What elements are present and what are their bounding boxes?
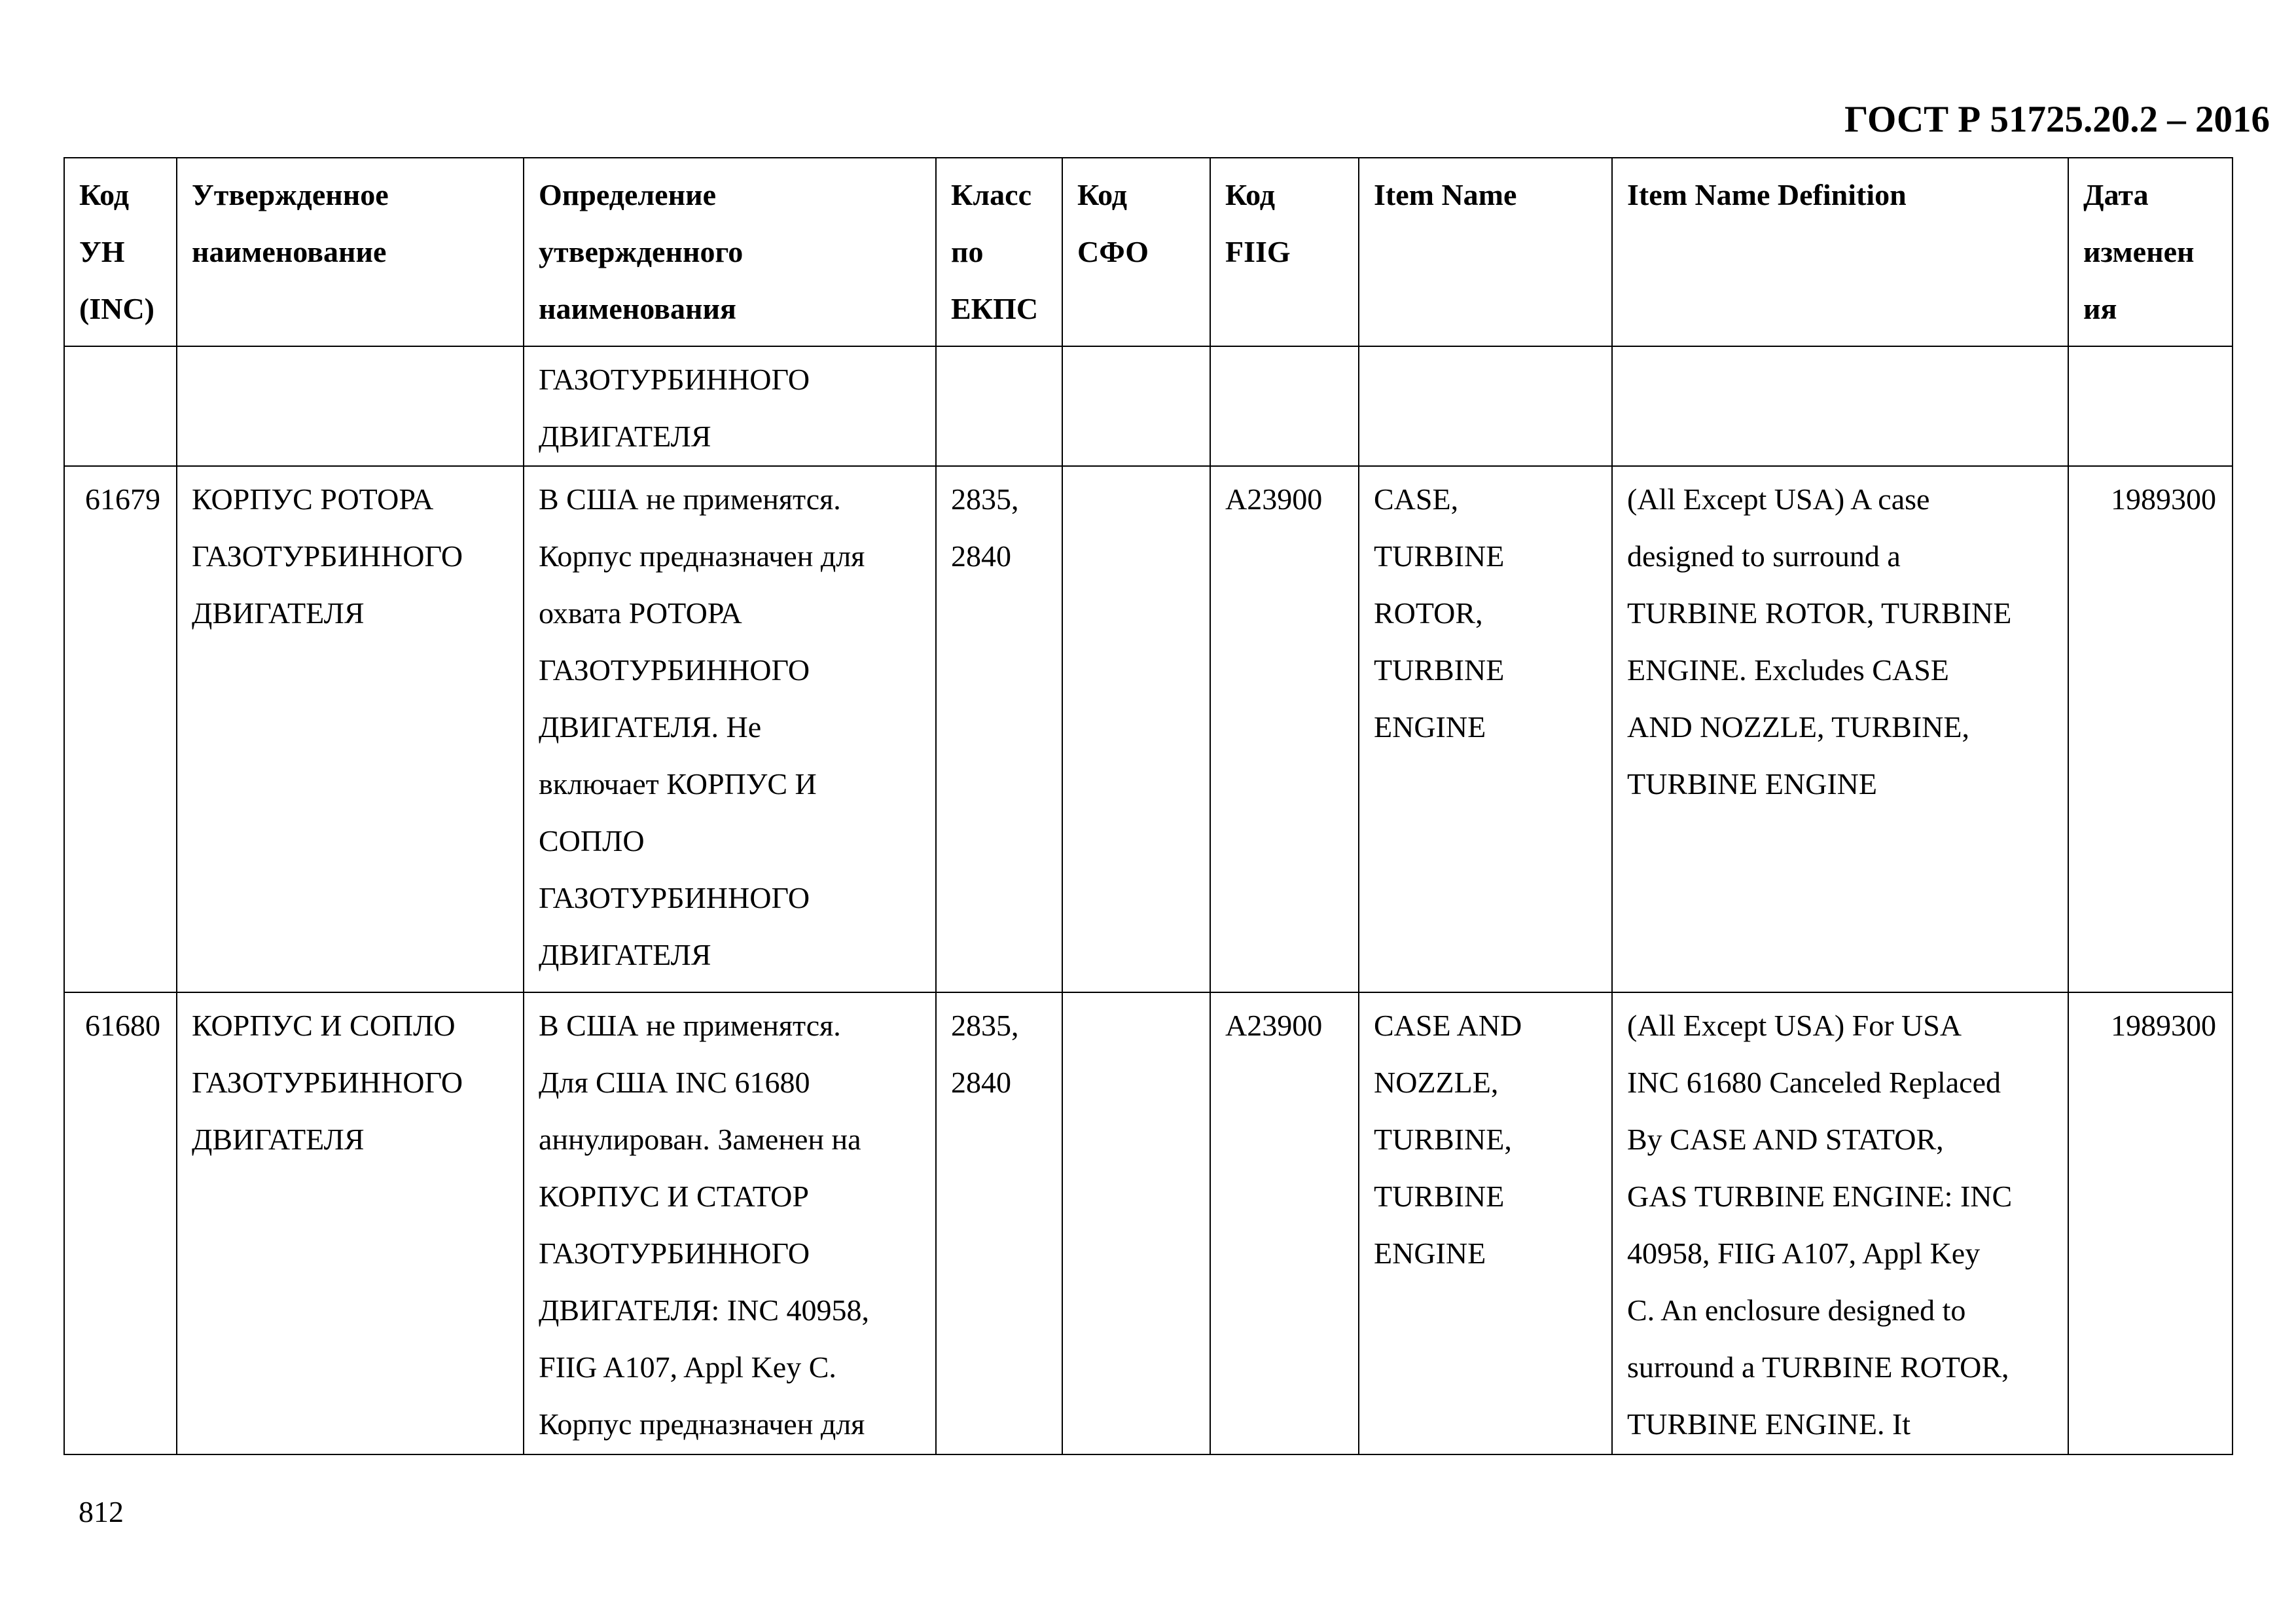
table-header-row <box>64 158 2233 346</box>
cell-date: 1989300 <box>2068 992 2233 1454</box>
cell-sfo <box>1062 466 1210 992</box>
column-header-item-name: Item Name <box>1359 158 1612 346</box>
cell-item-name <box>1359 346 1612 466</box>
column-header-fiig: Код FIIG <box>1210 158 1359 346</box>
column-header-date: Дата изменен ия <box>2068 158 2233 346</box>
cell-class: 2835, 2840 <box>936 992 1062 1454</box>
cell-item-name-definition <box>1612 346 2068 466</box>
cell-approved-name: КОРПУС И СОПЛО ГАЗОТУРБИННОГО ДВИГАТЕЛЯ <box>177 992 524 1454</box>
cell-item-name: CASE AND NOZZLE, TURBINE, TURBINE ENGINE <box>1359 992 1612 1454</box>
cell-date <box>2068 346 2233 466</box>
column-header-class: Класс по ЕКПС <box>936 158 1062 346</box>
column-header-definition: Определение утвержденного наименования <box>524 158 936 346</box>
document-code: ГОСТ Р 51725.20.2 – 2016 <box>1844 99 2270 140</box>
cell-approved-name <box>177 346 524 466</box>
cell-class <box>936 346 1062 466</box>
cell-item-name-definition: (All Except USA) A case designed to surround a TURBINE ROTOR, TURBINE ENGINE. Excludes CASE AND NOZZLE, TURBINE, TURBINE ENGINE <box>1612 466 2068 992</box>
cell-fiig: A23900 <box>1210 992 1359 1454</box>
cell-fiig: A23900 <box>1210 466 1359 992</box>
table-row <box>64 466 2233 992</box>
cell-date: 1989300 <box>2068 466 2233 992</box>
cell-definition: В США не применятся. Корпус предназначен для охвата РОТОРА ГАЗОТУРБИННОГО ДВИГАТЕЛЯ. Не включает КОРПУС И СОПЛО ГАЗОТУРБИННОГО ДВИГАТЕЛЯ <box>524 466 936 992</box>
cell-definition: В США не применятся. Для США INC 61680 аннулирован. Заменен на КОРПУС И СТАТОР ГАЗОТУРБИННОГО ДВИГАТЕЛЯ: INC 40958, FIIG A107, Appl Key C. Корпус предназначен для <box>524 992 936 1454</box>
table-row-continuation <box>64 346 2233 466</box>
cell-inc <box>64 346 177 466</box>
column-header-item-name-definition: Item Name Definition <box>1612 158 2068 346</box>
cell-approved-name: КОРПУС РОТОРА ГАЗОТУРБИННОГО ДВИГАТЕЛЯ <box>177 466 524 992</box>
cell-sfo <box>1062 346 1210 466</box>
table-row <box>64 992 2233 1454</box>
column-header-sfo: Код СФО <box>1062 158 1210 346</box>
column-header-inc: Код УН (INC) <box>64 158 177 346</box>
cell-item-name: CASE, TURBINE ROTOR, TURBINE ENGINE <box>1359 466 1612 992</box>
cell-fiig <box>1210 346 1359 466</box>
page-number: 812 <box>79 1495 124 1528</box>
nomenclature-table <box>63 157 2233 1455</box>
column-header-approved-name: Утвержденное наименование <box>177 158 524 346</box>
cell-item-name-definition: (All Except USA) For USA INC 61680 Canceled Replaced By CASE AND STATOR, GAS TURBINE ENGINE: INC 40958, FIIG A107, Appl Key C. An enclosure designed to surround a TURBINE ROTOR, TURBINE ENGINE. It <box>1612 992 2068 1454</box>
cell-sfo <box>1062 992 1210 1454</box>
cell-inc: 61680 <box>64 992 177 1454</box>
cell-definition: ГАЗОТУРБИННОГО ДВИГАТЕЛЯ <box>524 346 936 466</box>
cell-inc: 61679 <box>64 466 177 992</box>
cell-class: 2835, 2840 <box>936 466 1062 992</box>
